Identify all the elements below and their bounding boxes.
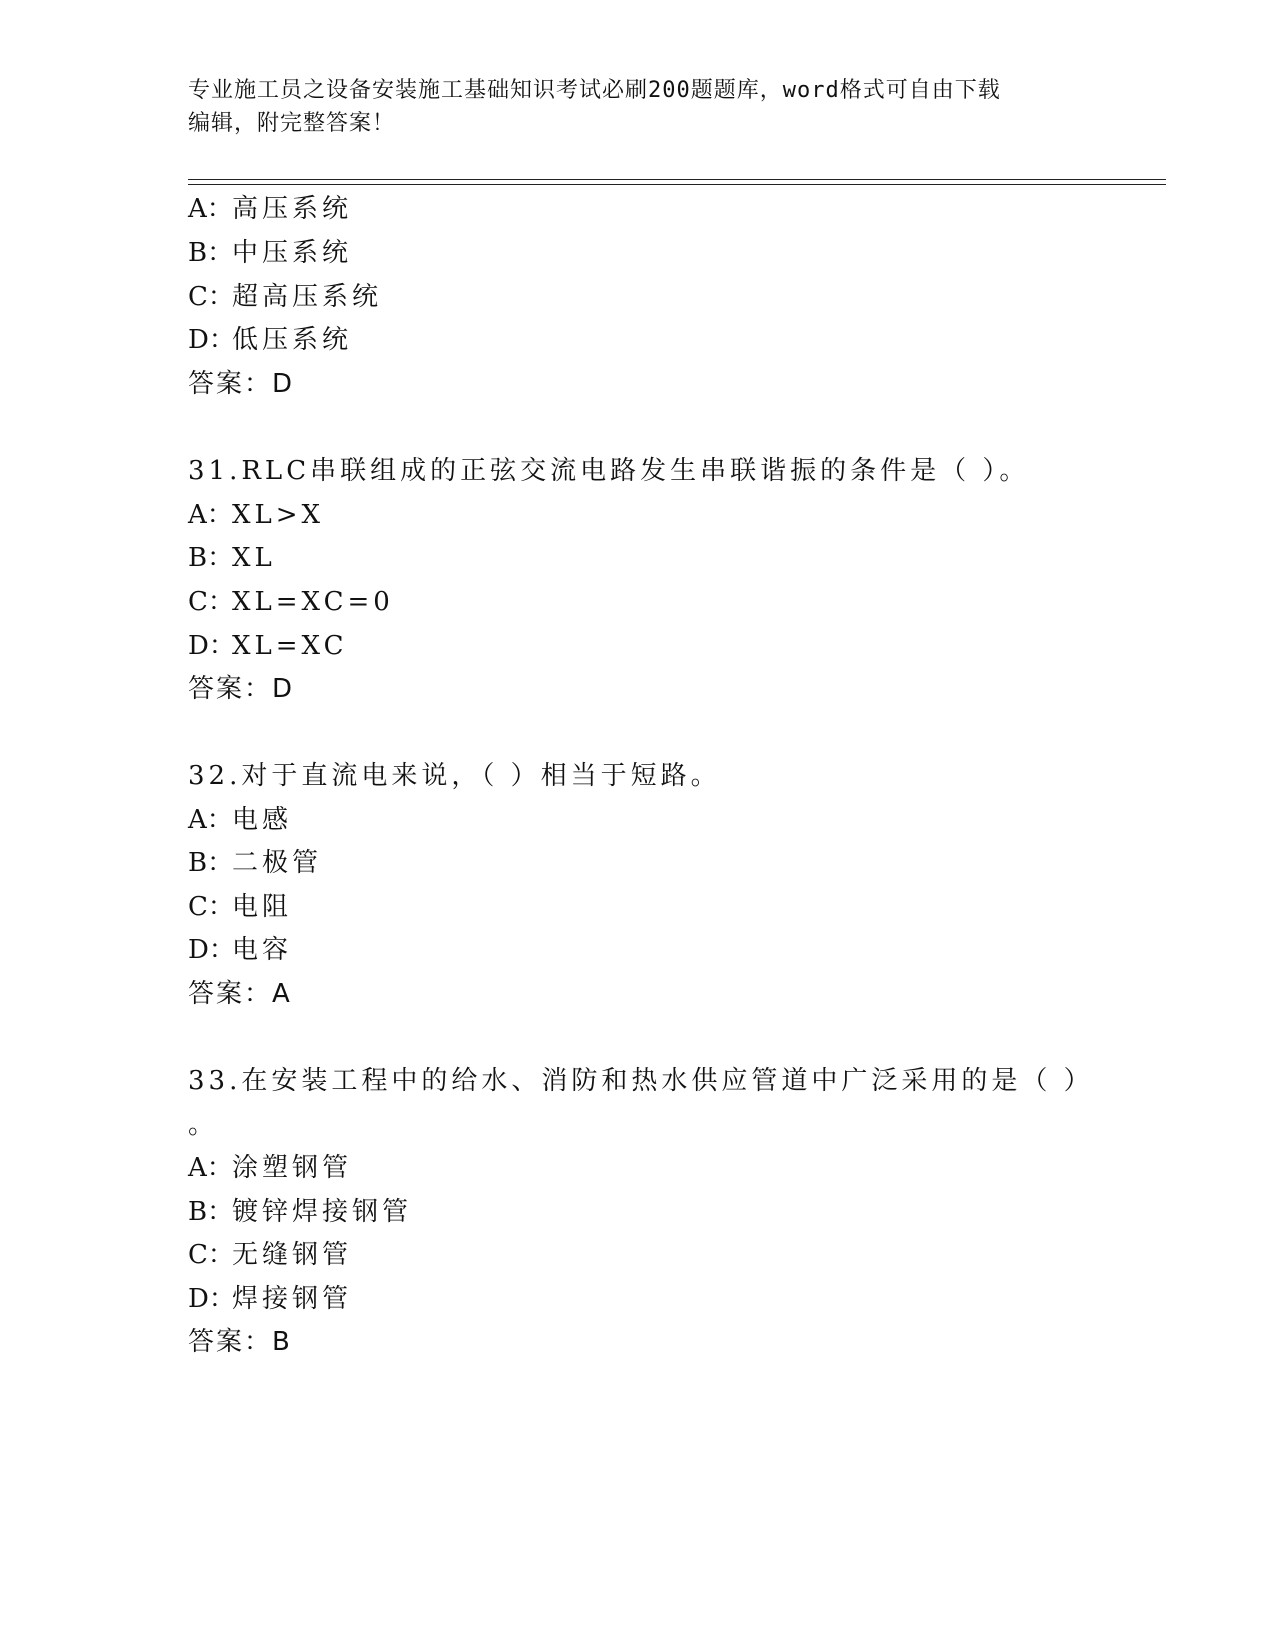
q33-stem-continuation: 。 <box>188 1110 219 1140</box>
q31-option-a: A：XL>X <box>188 500 325 530</box>
q31-answer: 答案：D <box>188 674 295 704</box>
prev-option-d: D：低压系统 <box>188 325 353 355</box>
q33-answer: 答案：B <box>188 1327 292 1357</box>
prev-option-c: C：超高压系统 <box>188 282 383 312</box>
prev-answer: 答案：D <box>188 369 295 399</box>
q31-option-d: D：XL=XC <box>188 631 348 661</box>
q33-option-a: A：涂塑钢管 <box>188 1153 353 1183</box>
q31-option-b: B：XL <box>188 543 276 573</box>
q33-option-c: C：无缝钢管 <box>188 1240 353 1270</box>
q32-option-a: A：电感 <box>188 805 293 835</box>
prev-option-a: A：高压系统 <box>188 194 353 224</box>
q31-stem: 31.RLC串联组成的正弦交流电路发生串联谐振的条件是（ ）。 <box>188 456 1030 486</box>
header-divider-bottom <box>188 184 1166 185</box>
prev-option-b: B：中压系统 <box>188 238 353 268</box>
q32-answer: 答案：A <box>188 979 292 1009</box>
header-line-2: 编辑，附完整答案！ <box>188 111 396 136</box>
q33-stem: 33.在安装工程中的给水、消防和热水供应管道中广泛采用的是（ ） <box>188 1066 1094 1096</box>
q32-option-b: B：二极管 <box>188 848 323 878</box>
q32-option-c: C：电阻 <box>188 892 293 922</box>
header-line-1: 专业施工员之设备安装施工基础知识考试必刷200题题库，word格式可自由下载 <box>188 78 1001 103</box>
q32-option-d: D：电容 <box>188 935 293 965</box>
q33-option-b: B：镀锌焊接钢管 <box>188 1197 413 1227</box>
document-header <box>188 74 1068 140</box>
header-divider-top <box>188 179 1166 180</box>
q32-stem: 32.对于直流电来说，（ ）相当于短路。 <box>188 761 721 791</box>
q31-option-c: C：XL=XC=0 <box>188 587 394 617</box>
q33-option-d: D：焊接钢管 <box>188 1284 353 1314</box>
